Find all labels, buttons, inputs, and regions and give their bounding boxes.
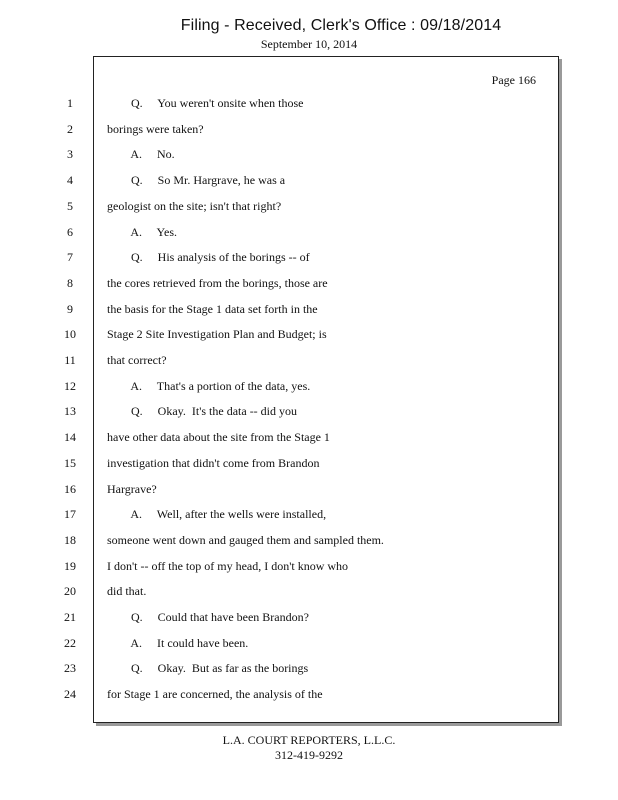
transcript-line — [0, 145, 618, 163]
line-text: A. That's a portion of the data, yes. — [107, 379, 311, 393]
line-number: 3 — [67, 147, 73, 161]
transcript-line — [0, 197, 618, 215]
line-number: 11 — [64, 353, 76, 367]
line-number: 8 — [67, 276, 73, 290]
transcript-line — [0, 171, 618, 189]
transcript-line — [0, 659, 618, 677]
transcript-line — [0, 557, 618, 575]
line-number: 18 — [64, 533, 76, 547]
line-number: 21 — [64, 610, 76, 624]
line-number: 12 — [64, 379, 76, 393]
transcript-line — [0, 325, 618, 343]
line-text: investigation that didn't come from Brandon — [107, 456, 320, 470]
line-text: A. Well, after the wells were installed, — [107, 507, 327, 521]
line-text: for Stage 1 are concerned, the analysis of the — [107, 687, 323, 701]
line-text: did that. — [107, 584, 147, 598]
line-number: 23 — [64, 661, 76, 675]
line-text: Q. You weren't onsite when those — [107, 96, 304, 110]
transcript-line — [0, 223, 618, 241]
transcript-line — [0, 94, 618, 112]
line-text: Q. Okay. It's the data -- did you — [107, 404, 298, 418]
transcript-line — [0, 634, 618, 652]
transcript-line — [0, 402, 618, 420]
line-text: Q. So Mr. Hargrave, he was a — [107, 173, 286, 187]
line-number: 4 — [67, 173, 73, 187]
line-text: Q. Okay. But as far as the borings — [107, 661, 309, 675]
line-number: 14 — [64, 430, 76, 444]
line-text: A. It could have been. — [107, 636, 249, 650]
transcript-line — [0, 351, 618, 369]
reporter-company: L.A. COURT REPORTERS, L.L.C. — [222, 733, 396, 747]
filing-stamp: Filing - Received, Clerk's Office : 09/18/2014 — [180, 17, 502, 34]
transcript-line — [0, 582, 618, 600]
line-text: Hargrave? — [107, 482, 157, 496]
transcript-line — [0, 505, 618, 523]
line-number: 19 — [64, 559, 76, 573]
transcript-line — [0, 531, 618, 549]
line-number: 22 — [64, 636, 76, 650]
transcript-line — [0, 480, 618, 498]
line-number: 9 — [67, 302, 73, 316]
line-text: have other data about the site from the Stage 1 — [107, 430, 330, 444]
line-number: 15 — [64, 456, 76, 470]
transcript-line — [0, 377, 618, 395]
transcript-line — [0, 248, 618, 266]
deposition-date: September 10, 2014 — [260, 37, 358, 51]
line-text: Stage 2 Site Investigation Plan and Budget; is — [107, 327, 327, 341]
line-number: 13 — [64, 404, 76, 418]
transcript-line — [0, 454, 618, 472]
transcript-line — [0, 274, 618, 292]
line-text: Q. Could that have been Brandon? — [107, 610, 309, 624]
transcript-line — [0, 300, 618, 318]
line-text: someone went down and gauged them and sampled them. — [107, 533, 384, 547]
reporter-phone: 312-419-9292 — [275, 748, 343, 762]
line-number: 24 — [64, 687, 76, 701]
line-number: 10 — [64, 327, 76, 341]
transcript-line — [0, 608, 618, 626]
transcript-line — [0, 685, 618, 703]
transcript-line — [0, 120, 618, 138]
line-number: 6 — [67, 225, 73, 239]
line-text: I don't -- off the top of my head, I don't know who — [107, 559, 349, 573]
line-number: 5 — [67, 199, 73, 213]
transcript-line — [0, 428, 618, 446]
line-text: Q. His analysis of the borings -- of — [107, 250, 310, 264]
line-number: 7 — [67, 250, 73, 264]
line-text: the basis for the Stage 1 data set forth in the — [107, 302, 318, 316]
line-text: A. No. — [107, 147, 175, 161]
line-number: 1 — [67, 96, 73, 110]
page-number: Page 166 — [491, 73, 536, 87]
line-number: 17 — [64, 507, 76, 521]
line-number: 16 — [64, 482, 76, 496]
line-text: the cores retrieved from the borings, those are — [107, 276, 328, 290]
line-text: geologist on the site; isn't that right? — [107, 199, 282, 213]
line-text: borings were taken? — [107, 122, 204, 136]
line-number: 2 — [67, 122, 73, 136]
line-text: that correct? — [107, 353, 167, 367]
line-text: A. Yes. — [107, 225, 178, 239]
line-number: 20 — [64, 584, 76, 598]
